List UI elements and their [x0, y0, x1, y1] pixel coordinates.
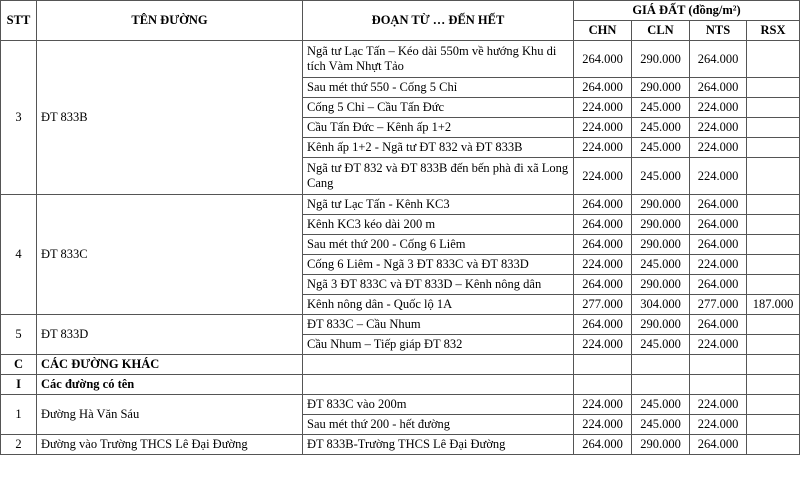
price-rsx [747, 255, 800, 275]
price-rsx [747, 118, 800, 138]
section-stt: I [1, 375, 37, 395]
price-rsx [747, 415, 800, 435]
price-chn: 224.000 [574, 335, 632, 355]
price-rsx [747, 395, 800, 415]
segment-text: Ngã tư Lạc Tấn – Kéo dài 550m về hướng Khu di tích Vàm Nhựt Tảo [303, 41, 574, 78]
segment-text: Kênh nông dân - Quốc lộ 1A [303, 295, 574, 315]
price-rsx [747, 138, 800, 158]
price-chn: 224.000 [574, 118, 632, 138]
empty-cell [747, 355, 800, 375]
section-row-c [1, 355, 800, 375]
header-nts: NTS [690, 21, 747, 41]
empty-cell [574, 375, 632, 395]
header-segment: ĐOẠN TỪ … ĐẾN HẾT [303, 1, 574, 41]
price-chn: 264.000 [574, 41, 632, 78]
row-stt: 4 [1, 195, 37, 315]
section-stt: C [1, 355, 37, 375]
price-chn: 264.000 [574, 315, 632, 335]
price-cln: 290.000 [632, 235, 690, 255]
price-nts: 224.000 [690, 138, 747, 158]
empty-cell [690, 375, 747, 395]
price-rsx: 187.000 [747, 295, 800, 315]
table-row [1, 395, 800, 415]
row-stt: 5 [1, 315, 37, 355]
road-name: Đường Hà Văn Sáu [37, 395, 303, 435]
price-cln: 245.000 [632, 138, 690, 158]
header-chn: CHN [574, 21, 632, 41]
price-nts: 224.000 [690, 118, 747, 138]
header-price: GIÁ ĐẤT (đồng/m²) [574, 1, 800, 21]
price-chn: 264.000 [574, 435, 632, 455]
price-nts: 224.000 [690, 255, 747, 275]
segment-text: Ngã tư ĐT 832 và ĐT 833B đến bến phà đi xã Long Cang [303, 158, 574, 195]
segment-text: Sau mét thứ 200 - hết đường [303, 415, 574, 435]
price-chn: 224.000 [574, 158, 632, 195]
price-rsx [747, 158, 800, 195]
header-road-name: TÊN ĐƯỜNG [37, 1, 303, 41]
segment-text: ĐT 833C vào 200m [303, 395, 574, 415]
price-cln: 245.000 [632, 395, 690, 415]
section-title: CÁC ĐƯỜNG KHÁC [37, 355, 303, 375]
section-title: Các đường có tên [37, 375, 303, 395]
price-rsx [747, 275, 800, 295]
table-row [1, 315, 800, 335]
price-cln: 245.000 [632, 255, 690, 275]
price-cln: 304.000 [632, 295, 690, 315]
segment-text: Ngã 3 ĐT 833C và ĐT 833D – Kênh nông dân [303, 275, 574, 295]
header-stt: STT [1, 1, 37, 41]
empty-cell [747, 375, 800, 395]
empty-cell [632, 375, 690, 395]
price-nts: 224.000 [690, 158, 747, 195]
header-rsx: RSX [747, 21, 800, 41]
table-body [1, 41, 800, 455]
price-rsx [747, 335, 800, 355]
section-row-i [1, 375, 800, 395]
price-cln: 290.000 [632, 41, 690, 78]
price-nts: 264.000 [690, 315, 747, 335]
segment-text: Sau mét thứ 550 - Cống 5 Chỉ [303, 78, 574, 98]
price-nts: 264.000 [690, 235, 747, 255]
price-chn: 224.000 [574, 138, 632, 158]
price-chn: 264.000 [574, 215, 632, 235]
price-rsx [747, 41, 800, 78]
price-cln: 245.000 [632, 118, 690, 138]
empty-cell [632, 355, 690, 375]
price-rsx [747, 215, 800, 235]
road-name: ĐT 833C [37, 195, 303, 315]
price-chn: 264.000 [574, 78, 632, 98]
price-rsx [747, 315, 800, 335]
table-row [1, 435, 800, 455]
price-nts: 224.000 [690, 98, 747, 118]
empty-cell [303, 355, 574, 375]
price-nts: 224.000 [690, 335, 747, 355]
price-rsx [747, 98, 800, 118]
segment-text: Ngã tư Lạc Tấn - Kênh KC3 [303, 195, 574, 215]
road-name: Đường vào Trường THCS Lê Đại Đường [37, 435, 303, 455]
price-cln: 245.000 [632, 158, 690, 195]
table-row [1, 41, 800, 78]
row-stt: 1 [1, 395, 37, 435]
price-nts: 224.000 [690, 415, 747, 435]
table-row [1, 195, 800, 215]
segment-text: ĐT 833B-Trường THCS Lê Đại Đường [303, 435, 574, 455]
row-stt: 2 [1, 435, 37, 455]
segment-text: Sau mét thứ 200 - Cống 6 Liêm [303, 235, 574, 255]
price-nts: 264.000 [690, 195, 747, 215]
empty-cell [303, 375, 574, 395]
price-cln: 245.000 [632, 98, 690, 118]
segment-text: Cống 6 Liêm - Ngã 3 ĐT 833C và ĐT 833D [303, 255, 574, 275]
price-chn: 224.000 [574, 255, 632, 275]
segment-text: ĐT 833C – Cầu Nhum [303, 315, 574, 335]
price-nts: 264.000 [690, 275, 747, 295]
price-cln: 245.000 [632, 335, 690, 355]
road-name: ĐT 833B [37, 41, 303, 195]
price-cln: 290.000 [632, 215, 690, 235]
row-stt: 3 [1, 41, 37, 195]
price-nts: 264.000 [690, 41, 747, 78]
empty-cell [574, 355, 632, 375]
price-chn: 224.000 [574, 395, 632, 415]
price-rsx [747, 235, 800, 255]
price-rsx [747, 195, 800, 215]
price-cln: 290.000 [632, 78, 690, 98]
price-chn: 224.000 [574, 98, 632, 118]
table-header [1, 1, 800, 41]
price-nts: 224.000 [690, 395, 747, 415]
price-cln: 290.000 [632, 315, 690, 335]
price-rsx [747, 78, 800, 98]
price-cln: 290.000 [632, 435, 690, 455]
price-cln: 245.000 [632, 415, 690, 435]
segment-text: Kênh KC3 kéo dài 200 m [303, 215, 574, 235]
price-nts: 264.000 [690, 215, 747, 235]
segment-text: Cống 5 Chỉ – Cầu Tấn Đức [303, 98, 574, 118]
price-chn: 264.000 [574, 275, 632, 295]
price-chn: 264.000 [574, 195, 632, 215]
empty-cell [690, 355, 747, 375]
price-chn: 264.000 [574, 235, 632, 255]
price-nts: 264.000 [690, 78, 747, 98]
segment-text: Kênh ấp 1+2 - Ngã tư ĐT 832 và ĐT 833B [303, 138, 574, 158]
price-nts: 277.000 [690, 295, 747, 315]
price-cln: 290.000 [632, 195, 690, 215]
segment-text: Cầu Nhum – Tiếp giáp ĐT 832 [303, 335, 574, 355]
price-chn: 224.000 [574, 415, 632, 435]
price-cln: 290.000 [632, 275, 690, 295]
price-chn: 277.000 [574, 295, 632, 315]
price-nts: 264.000 [690, 435, 747, 455]
price-rsx [747, 435, 800, 455]
header-cln: CLN [632, 21, 690, 41]
road-name: ĐT 833D [37, 315, 303, 355]
segment-text: Cầu Tấn Đức – Kênh ấp 1+2 [303, 118, 574, 138]
